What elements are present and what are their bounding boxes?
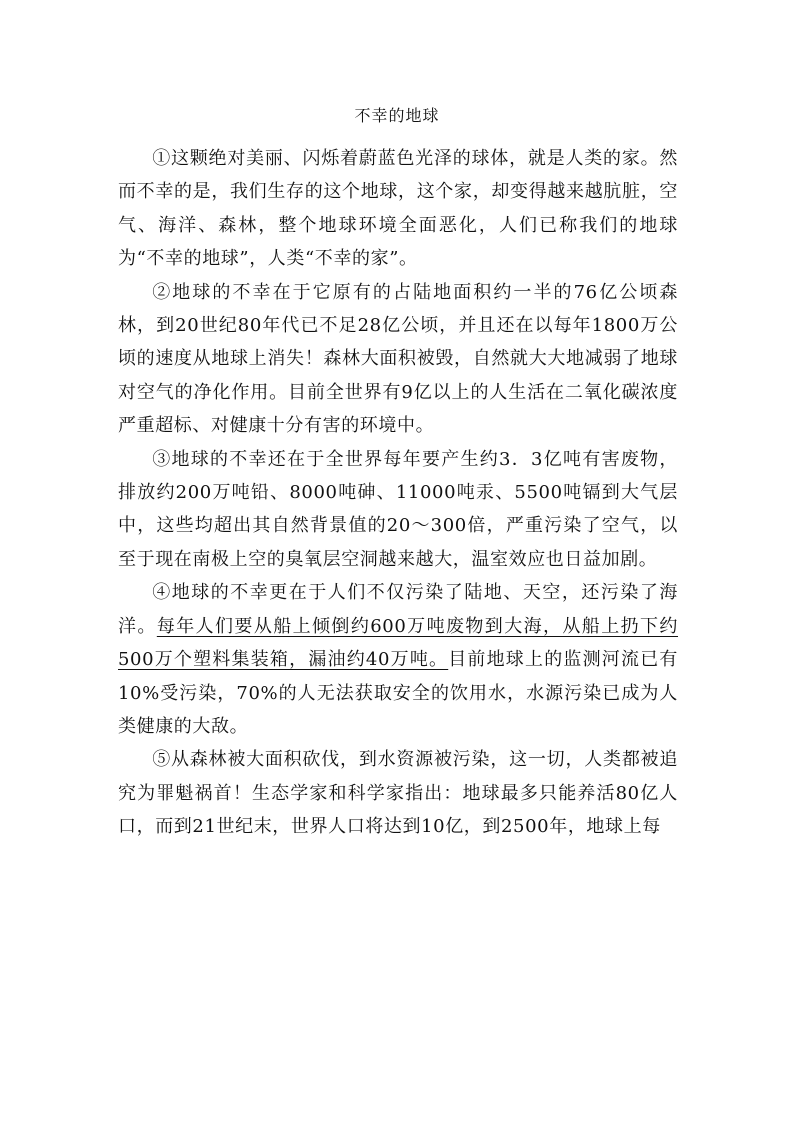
document-title: 不幸的地球 — [354, 106, 440, 125]
document-body — [118, 142, 678, 844]
paragraph-4 — [118, 576, 678, 743]
paragraph-2: ②地球的不幸在于它原有的占陆地面积约一半的76亿公顷森林，到20世纪80年代已不足28亿公顷，并且还在以每年1800万公顷的速度从地球上消失！森林大面积被毁，自然就大大地减弱了地球对空气的净化作用。目前全世界有9亿以上的人生活在二氧化碳浓度严重超标、对健康十分有害的环境中。 — [118, 281, 678, 437]
paragraph-3: ③地球的不幸还在于全世界每年要产生约3．3亿吨有害废物，排放约200万吨铅、8000吨砷、11000吨汞、5500吨镉到大气层中，这些均超出其自然背景值的20～300倍，严重污染了空气，以至于现在南极上空的臭氧层空洞越来越大，温室效应也日益加剧。 — [118, 448, 678, 570]
paragraph-4-lead: ④地球的不幸更在于人们不仅污染了陆地、天空，还污染了海洋。 — [118, 582, 678, 637]
paragraph-1: ①这颗绝对美丽、闪烁着蔚蓝色光泽的球体，就是人类的家。然而不幸的是，我们生存的这个地球，这个家，却变得越来越肮脏，空气、海洋、森林，整个地球环境全面恶化，人们已称我们的地球为“不幸的地球”，人类“不幸的家”。 — [118, 148, 678, 270]
paragraph-4-underlined-sentence: 每年人们要从船上倾倒约600万吨废物到大海，从船上扔下约500万个塑料集装箱，漏油约40万吨。 — [118, 615, 679, 671]
paragraph-5: ⑤从森林被大面积砍伐，到水资源被污染，这一切，人类都被追究为罪魁祸首！生态学家和科学家指出：地球最多只能养活80亿人口，而到21世纪末，世界人口将达到10亿，到2500年，地球上每 — [118, 749, 678, 838]
paragraph-4-rest: 目前地球上的监测河流已有10%受污染，70%的人无法获取安全的饮用水，水源污染已成为人类健康的大敌。 — [118, 649, 678, 737]
